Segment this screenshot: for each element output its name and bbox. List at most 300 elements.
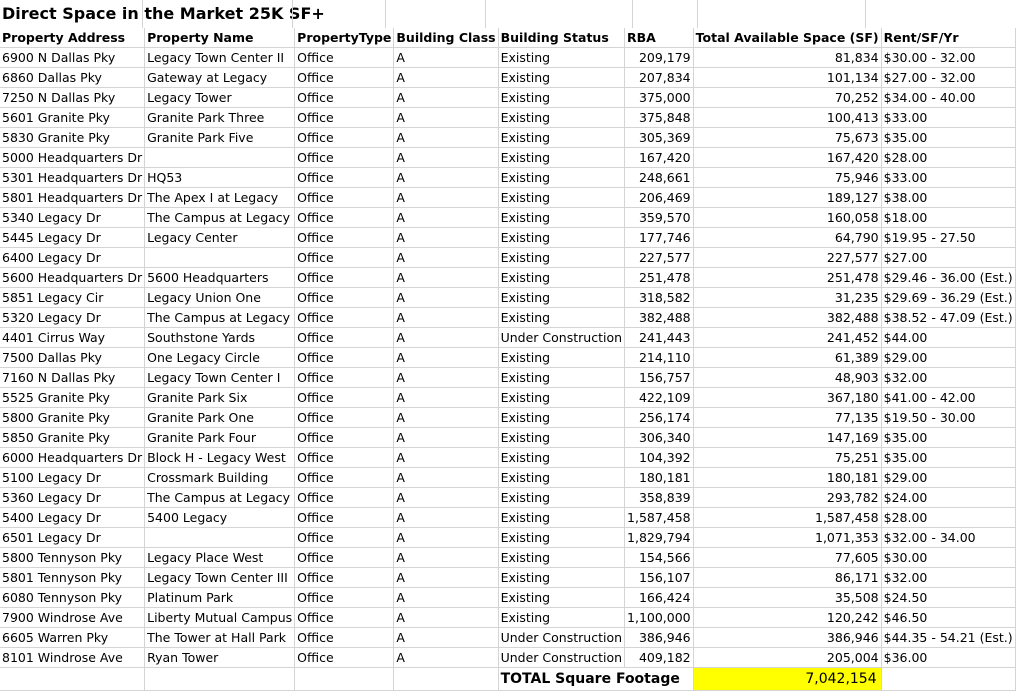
cell-rent[interactable]: $30.00 [881, 548, 1015, 568]
cell-property-address[interactable]: 5800 Granite Pky [0, 408, 145, 428]
cell-building-class[interactable]: A [394, 648, 498, 668]
cell-total-available-space[interactable]: 75,946 [693, 168, 881, 188]
cell-building-status[interactable]: Existing [498, 108, 624, 128]
cell-property-address[interactable]: 4401 Cirrus Way [0, 328, 145, 348]
cell-total-available-space[interactable]: 70,252 [693, 88, 881, 108]
cell-building-status[interactable]: Existing [498, 508, 624, 528]
cell-property-name[interactable] [145, 248, 295, 268]
cell-property-name[interactable]: Southstone Yards [145, 328, 295, 348]
cell-property-type[interactable]: Office [295, 328, 394, 348]
cell-rba[interactable]: 248,661 [625, 168, 694, 188]
cell-property-address[interactable]: 5801 Headquarters Dr [0, 188, 145, 208]
cell-rba[interactable]: 251,478 [625, 268, 694, 288]
cell-property-address[interactable]: 7500 Dallas Pky [0, 348, 145, 368]
cell-rba[interactable]: 180,181 [625, 468, 694, 488]
cell-building-class[interactable]: A [394, 508, 498, 528]
cell-property-name[interactable]: One Legacy Circle [145, 348, 295, 368]
table-row [0, 628, 1015, 648]
cell-property-name[interactable]: Legacy Place West [145, 548, 295, 568]
empty-cell[interactable] [145, 668, 295, 691]
cell-building-class[interactable]: A [394, 468, 498, 488]
cell-property-name[interactable] [145, 528, 295, 548]
cell-property-name[interactable]: The Campus at Legacy [145, 488, 295, 508]
cell-rba[interactable]: 241,443 [625, 328, 694, 348]
cell-property-name[interactable]: Crossmark Building [145, 468, 295, 488]
cell-property-address[interactable]: 6501 Legacy Dr [0, 528, 145, 548]
cell-rba[interactable]: 386,946 [625, 628, 694, 648]
cell-total-available-space[interactable]: 160,058 [693, 208, 881, 228]
cell-property-name[interactable]: The Campus at Legacy [145, 208, 295, 228]
cell-building-class[interactable]: A [394, 248, 498, 268]
cell-property-type[interactable]: Office [295, 188, 394, 208]
cell-property-type[interactable]: Office [295, 348, 394, 368]
cell-property-type[interactable]: Office [295, 408, 394, 428]
cell-property-name[interactable]: Gateway at Legacy [145, 68, 295, 88]
cell-building-class[interactable]: A [394, 308, 498, 328]
cell-building-status[interactable]: Existing [498, 448, 624, 468]
cell-property-address[interactable]: 5000 Headquarters Dr [0, 148, 145, 168]
cell-property-address[interactable]: 5801 Tennyson Pky [0, 568, 145, 588]
cell-property-address[interactable]: 5340 Legacy Dr [0, 208, 145, 228]
cell-property-name[interactable]: Legacy Town Center I [145, 368, 295, 388]
cell-property-address[interactable]: 6400 Legacy Dr [0, 248, 145, 268]
table-row [0, 48, 1015, 68]
cell-building-class[interactable]: A [394, 488, 498, 508]
cell-rent[interactable]: $32.00 - 34.00 [881, 528, 1015, 548]
cell-rent[interactable]: $30.00 - 32.00 [881, 48, 1015, 68]
cell-total-available-space[interactable]: 386,946 [693, 628, 881, 648]
cell-property-address[interactable]: 6000 Headquarters Dr [0, 448, 145, 468]
header-rent[interactable]: Rent/SF/Yr [881, 28, 1015, 48]
cell-rba[interactable]: 209,179 [625, 48, 694, 68]
cell-rba[interactable]: 256,174 [625, 408, 694, 428]
cell-building-status[interactable]: Under Construction [498, 628, 624, 648]
grid-line [385, 0, 386, 28]
cell-property-name[interactable]: Legacy Tower [145, 88, 295, 108]
cell-building-class[interactable]: A [394, 208, 498, 228]
cell-rent[interactable]: $32.00 [881, 568, 1015, 588]
cell-property-address[interactable]: 5320 Legacy Dr [0, 308, 145, 328]
cell-total-available-space[interactable]: 382,488 [693, 308, 881, 328]
cell-property-name[interactable]: Legacy Town Center II [145, 48, 295, 68]
cell-total-available-space[interactable]: 120,242 [693, 608, 881, 628]
cell-property-name[interactable]: 5400 Legacy [145, 508, 295, 528]
cell-rent[interactable]: $24.50 [881, 588, 1015, 608]
cell-rent[interactable]: $44.35 - 54.21 (Est.) [881, 628, 1015, 648]
cell-building-class[interactable]: A [394, 128, 498, 148]
cell-rent[interactable]: $35.00 [881, 428, 1015, 448]
cell-rba[interactable]: 358,839 [625, 488, 694, 508]
cell-building-class[interactable]: A [394, 448, 498, 468]
cell-rba[interactable]: 1,829,794 [625, 528, 694, 548]
empty-cell[interactable] [881, 668, 1015, 691]
table-row [0, 148, 1015, 168]
cell-property-type[interactable]: Office [295, 568, 394, 588]
cell-total-available-space[interactable]: 167,420 [693, 148, 881, 168]
header-total-available-space[interactable]: Total Available Space (SF) [693, 28, 881, 48]
table-row [0, 328, 1015, 348]
cell-total-available-space[interactable]: 48,903 [693, 368, 881, 388]
cell-total-available-space[interactable]: 75,673 [693, 128, 881, 148]
cell-building-status[interactable]: Existing [498, 288, 624, 308]
cell-rent[interactable]: $29.46 - 36.00 (Est.) [881, 268, 1015, 288]
cell-total-available-space[interactable]: 101,134 [693, 68, 881, 88]
cell-rba[interactable]: 207,834 [625, 68, 694, 88]
cell-building-status[interactable]: Existing [498, 308, 624, 328]
grid-line [865, 0, 866, 28]
cell-building-status[interactable]: Existing [498, 48, 624, 68]
cell-rent[interactable]: $38.52 - 47.09 (Est.) [881, 308, 1015, 328]
cell-building-class[interactable]: A [394, 548, 498, 568]
cell-building-class[interactable]: A [394, 228, 498, 248]
cell-building-status[interactable]: Under Construction [498, 648, 624, 668]
cell-building-status[interactable]: Existing [498, 248, 624, 268]
grid-line [142, 0, 143, 28]
cell-total-available-space[interactable]: 1,587,458 [693, 508, 881, 528]
cell-rent[interactable]: $44.00 [881, 328, 1015, 348]
cell-property-name[interactable]: Granite Park Five [145, 128, 295, 148]
cell-property-type[interactable]: Office [295, 168, 394, 188]
cell-property-address[interactable]: 6900 N Dallas Pky [0, 48, 145, 68]
cell-property-type[interactable]: Office [295, 248, 394, 268]
cell-rba[interactable]: 1,100,000 [625, 608, 694, 628]
cell-rba[interactable]: 206,469 [625, 188, 694, 208]
total-row [0, 668, 1015, 691]
cell-total-available-space[interactable]: 100,413 [693, 108, 881, 128]
cell-building-class[interactable]: A [394, 68, 498, 88]
cell-property-address[interactable]: 7250 N Dallas Pky [0, 88, 145, 108]
cell-rba[interactable]: 359,570 [625, 208, 694, 228]
cell-property-address[interactable]: 5100 Legacy Dr [0, 468, 145, 488]
cell-building-class[interactable]: A [394, 368, 498, 388]
table-row [0, 288, 1015, 308]
cell-rent[interactable]: $28.00 [881, 508, 1015, 528]
table-row [0, 368, 1015, 388]
cell-property-address[interactable]: 6860 Dallas Pky [0, 68, 145, 88]
cell-rent[interactable]: $27.00 - 32.00 [881, 68, 1015, 88]
cell-total-available-space[interactable]: 227,577 [693, 248, 881, 268]
cell-building-status[interactable]: Existing [498, 148, 624, 168]
table-row [0, 68, 1015, 88]
cell-property-type[interactable]: Office [295, 208, 394, 228]
cell-building-status[interactable]: Existing [498, 228, 624, 248]
cell-building-status[interactable]: Existing [498, 408, 624, 428]
cell-property-type[interactable]: Office [295, 288, 394, 308]
empty-cell[interactable] [394, 668, 498, 691]
cell-rent[interactable]: $19.50 - 30.00 [881, 408, 1015, 428]
cell-rent[interactable]: $36.00 [881, 648, 1015, 668]
cell-total-available-space[interactable]: 35,508 [693, 588, 881, 608]
cell-property-address[interactable]: 7900 Windrose Ave [0, 608, 145, 628]
cell-rent[interactable]: $29.00 [881, 468, 1015, 488]
cell-total-available-space[interactable]: 61,389 [693, 348, 881, 368]
cell-building-class[interactable]: A [394, 328, 498, 348]
cell-rba[interactable]: 375,000 [625, 88, 694, 108]
header-building-class[interactable]: Building Class [394, 28, 498, 48]
cell-rent[interactable]: $33.00 [881, 108, 1015, 128]
cell-total-available-space[interactable]: 147,169 [693, 428, 881, 448]
table-row [0, 348, 1015, 368]
cell-rent[interactable]: $35.00 [881, 448, 1015, 468]
cell-property-name[interactable]: The Apex I at Legacy [145, 188, 295, 208]
grid-line [485, 0, 486, 28]
cell-total-available-space[interactable]: 77,605 [693, 548, 881, 568]
total-value[interactable]: 7,042,154 [693, 668, 881, 691]
table-row [0, 228, 1015, 248]
cell-property-type[interactable]: Office [295, 388, 394, 408]
cell-property-type[interactable]: Office [295, 628, 394, 648]
cell-building-class[interactable]: A [394, 348, 498, 368]
cell-building-status[interactable]: Existing [498, 608, 624, 628]
table-row [0, 448, 1015, 468]
cell-rba[interactable]: 227,577 [625, 248, 694, 268]
table-row [0, 588, 1015, 608]
table-row [0, 388, 1015, 408]
cell-property-type[interactable]: Office [295, 508, 394, 528]
cell-property-type[interactable]: Office [295, 308, 394, 328]
cell-rba[interactable]: 166,424 [625, 588, 694, 608]
cell-property-type[interactable]: Office [295, 108, 394, 128]
cell-building-class[interactable]: A [394, 568, 498, 588]
cell-rent[interactable]: $29.00 [881, 348, 1015, 368]
cell-building-class[interactable]: A [394, 88, 498, 108]
cell-building-class[interactable]: A [394, 168, 498, 188]
table-row [0, 168, 1015, 188]
cell-rba[interactable]: 167,420 [625, 148, 694, 168]
empty-cell[interactable] [0, 668, 145, 691]
table-row [0, 88, 1015, 108]
cell-total-available-space[interactable]: 241,452 [693, 328, 881, 348]
cell-building-class[interactable]: A [394, 288, 498, 308]
cell-building-status[interactable]: Existing [498, 588, 624, 608]
cell-property-name[interactable]: Granite Park Six [145, 388, 295, 408]
cell-property-address[interactable]: 6605 Warren Pky [0, 628, 145, 648]
cell-building-class[interactable]: A [394, 628, 498, 648]
cell-total-available-space[interactable]: 75,251 [693, 448, 881, 468]
cell-property-name[interactable]: Granite Park Four [145, 428, 295, 448]
cell-property-type[interactable]: Office [295, 68, 394, 88]
cell-total-available-space[interactable]: 189,127 [693, 188, 881, 208]
header-property-address[interactable]: Property Address [0, 28, 145, 48]
cell-total-available-space[interactable]: 64,790 [693, 228, 881, 248]
cell-property-name[interactable]: Ryan Tower [145, 648, 295, 668]
cell-total-available-space[interactable]: 77,135 [693, 408, 881, 428]
cell-property-type[interactable]: Office [295, 268, 394, 288]
cell-property-type[interactable]: Office [295, 368, 394, 388]
cell-total-available-space[interactable]: 81,834 [693, 48, 881, 68]
cell-property-address[interactable]: 5525 Granite Pky [0, 388, 145, 408]
cell-rba[interactable]: 409,182 [625, 648, 694, 668]
cell-total-available-space[interactable]: 86,171 [693, 568, 881, 588]
cell-building-status[interactable]: Existing [498, 168, 624, 188]
cell-rba[interactable]: 382,488 [625, 308, 694, 328]
cell-property-name[interactable]: Platinum Park [145, 588, 295, 608]
cell-building-class[interactable]: A [394, 48, 498, 68]
cell-rent[interactable]: $32.00 [881, 368, 1015, 388]
cell-building-class[interactable]: A [394, 408, 498, 428]
cell-property-name[interactable]: 5600 Headquarters [145, 268, 295, 288]
cell-property-address[interactable]: 7160 N Dallas Pky [0, 368, 145, 388]
cell-property-name[interactable]: Legacy Center [145, 228, 295, 248]
cell-building-class[interactable]: A [394, 428, 498, 448]
cell-building-status[interactable]: Existing [498, 488, 624, 508]
cell-rba[interactable]: 422,109 [625, 388, 694, 408]
cell-rent[interactable]: $41.00 - 42.00 [881, 388, 1015, 408]
cell-property-type[interactable]: Office [295, 448, 394, 468]
cell-rent[interactable]: $35.00 [881, 128, 1015, 148]
cell-property-address[interactable]: 5850 Granite Pky [0, 428, 145, 448]
table-row [0, 468, 1015, 488]
grid-line [697, 0, 698, 28]
cell-total-available-space[interactable]: 1,071,353 [693, 528, 881, 548]
cell-building-class[interactable]: A [394, 108, 498, 128]
cell-property-type[interactable]: Office [295, 228, 394, 248]
cell-property-name[interactable]: Legacy Town Center III [145, 568, 295, 588]
cell-property-address[interactable]: 5851 Legacy Cir [0, 288, 145, 308]
cell-rent[interactable]: $38.00 [881, 188, 1015, 208]
cell-rba[interactable]: 318,582 [625, 288, 694, 308]
cell-building-class[interactable]: A [394, 148, 498, 168]
cell-building-status[interactable]: Existing [498, 88, 624, 108]
cell-rba[interactable]: 177,746 [625, 228, 694, 248]
cell-building-class[interactable]: A [394, 188, 498, 208]
header-rba[interactable]: RBA [625, 28, 694, 48]
cell-rba[interactable]: 1,587,458 [625, 508, 694, 528]
cell-building-status[interactable]: Under Construction [498, 328, 624, 348]
cell-property-address[interactable]: 5800 Tennyson Pky [0, 548, 145, 568]
header-row [0, 28, 1015, 48]
cell-total-available-space[interactable]: 367,180 [693, 388, 881, 408]
cell-rent[interactable]: $33.00 [881, 168, 1015, 188]
cell-building-status[interactable]: Existing [498, 368, 624, 388]
cell-property-address[interactable]: 8101 Windrose Ave [0, 648, 145, 668]
cell-rent[interactable]: $18.00 [881, 208, 1015, 228]
cell-property-name[interactable]: The Campus at Legacy [145, 308, 295, 328]
cell-building-status[interactable]: Existing [498, 268, 624, 288]
cell-rent[interactable]: $28.00 [881, 148, 1015, 168]
grid-line [632, 0, 633, 28]
cell-building-status[interactable]: Existing [498, 428, 624, 448]
table-row [0, 428, 1015, 448]
empty-cell[interactable] [295, 668, 394, 691]
cell-property-name[interactable]: Legacy Union One [145, 288, 295, 308]
cell-rba[interactable]: 214,110 [625, 348, 694, 368]
cell-building-class[interactable]: A [394, 268, 498, 288]
cell-property-type[interactable]: Office [295, 468, 394, 488]
cell-property-type[interactable]: Office [295, 148, 394, 168]
cell-property-address[interactable]: 5301 Headquarters Dr [0, 168, 145, 188]
cell-building-status[interactable]: Existing [498, 388, 624, 408]
table-row [0, 208, 1015, 228]
cell-property-type[interactable]: Office [295, 488, 394, 508]
cell-property-name[interactable]: The Tower at Hall Park [145, 628, 295, 648]
cell-property-name[interactable]: Block H - Legacy West [145, 448, 295, 468]
cell-building-status[interactable]: Existing [498, 348, 624, 368]
cell-property-type[interactable]: Office [295, 128, 394, 148]
cell-property-type[interactable]: Office [295, 428, 394, 448]
cell-property-address[interactable]: 5445 Legacy Dr [0, 228, 145, 248]
property-table [0, 28, 1016, 691]
title-row [0, 0, 991, 28]
cell-property-type[interactable]: Office [295, 48, 394, 68]
cell-rba[interactable]: 375,848 [625, 108, 694, 128]
table-row [0, 308, 1015, 328]
cell-rba[interactable]: 104,392 [625, 448, 694, 468]
cell-building-class[interactable]: A [394, 588, 498, 608]
cell-total-available-space[interactable]: 205,004 [693, 648, 881, 668]
cell-building-status[interactable]: Existing [498, 568, 624, 588]
cell-building-class[interactable]: A [394, 388, 498, 408]
cell-property-type[interactable]: Office [295, 528, 394, 548]
cell-property-type[interactable]: Office [295, 548, 394, 568]
cell-building-class[interactable]: A [394, 608, 498, 628]
cell-building-status[interactable]: Existing [498, 528, 624, 548]
cell-building-status[interactable]: Existing [498, 208, 624, 228]
cell-property-name[interactable]: Liberty Mutual Campus [145, 608, 295, 628]
cell-rent[interactable]: $29.69 - 36.29 (Est.) [881, 288, 1015, 308]
cell-total-available-space[interactable]: 251,478 [693, 268, 881, 288]
cell-building-status[interactable]: Existing [498, 188, 624, 208]
cell-rba[interactable]: 156,107 [625, 568, 694, 588]
cell-rba[interactable]: 305,369 [625, 128, 694, 148]
cell-rent[interactable]: $34.00 - 40.00 [881, 88, 1015, 108]
cell-property-type[interactable]: Office [295, 588, 394, 608]
table-row [0, 568, 1015, 588]
sheet-title[interactable]: Direct Space in the Market 25K SF+ [2, 4, 325, 23]
cell-property-name[interactable]: Granite Park One [145, 408, 295, 428]
cell-property-address[interactable]: 5400 Legacy Dr [0, 508, 145, 528]
cell-rent[interactable]: $27.00 [881, 248, 1015, 268]
cell-property-address[interactable]: 5360 Legacy Dr [0, 488, 145, 508]
cell-property-address[interactable]: 5600 Headquarters Dr [0, 268, 145, 288]
cell-building-class[interactable]: A [394, 528, 498, 548]
cell-building-status[interactable]: Existing [498, 548, 624, 568]
cell-rent[interactable]: $19.95 - 27.50 [881, 228, 1015, 248]
cell-property-name[interactable] [145, 148, 295, 168]
header-building-status[interactable]: Building Status [498, 28, 624, 48]
table-row [0, 408, 1015, 428]
cell-property-type[interactable]: Office [295, 648, 394, 668]
cell-rba[interactable]: 156,757 [625, 368, 694, 388]
table-row [0, 188, 1015, 208]
table-row [0, 548, 1015, 568]
cell-rent[interactable]: $46.50 [881, 608, 1015, 628]
table-row [0, 528, 1015, 548]
cell-property-type[interactable]: Office [295, 608, 394, 628]
total-label[interactable]: TOTAL Square Footage [498, 668, 693, 691]
cell-rent[interactable]: $24.00 [881, 488, 1015, 508]
header-property-type[interactable]: PropertyType [295, 28, 394, 48]
cell-total-available-space[interactable]: 293,782 [693, 488, 881, 508]
cell-property-type[interactable]: Office [295, 88, 394, 108]
cell-building-status[interactable]: Existing [498, 468, 624, 488]
grid-line [292, 0, 293, 28]
table-row [0, 268, 1015, 288]
cell-total-available-space[interactable]: 31,235 [693, 288, 881, 308]
cell-rba[interactable]: 306,340 [625, 428, 694, 448]
cell-total-available-space[interactable]: 180,181 [693, 468, 881, 488]
cell-property-name[interactable]: Granite Park Three [145, 108, 295, 128]
cell-building-status[interactable]: Existing [498, 128, 624, 148]
table-row [0, 508, 1015, 528]
cell-rba[interactable]: 154,566 [625, 548, 694, 568]
cell-property-address[interactable]: 5830 Granite Pky [0, 128, 145, 148]
cell-property-address[interactable]: 6080 Tennyson Pky [0, 588, 145, 608]
header-property-name[interactable]: Property Name [145, 28, 295, 48]
cell-property-address[interactable]: 5601 Granite Pky [0, 108, 145, 128]
cell-building-status[interactable]: Existing [498, 68, 624, 88]
cell-property-name[interactable]: HQ53 [145, 168, 295, 188]
